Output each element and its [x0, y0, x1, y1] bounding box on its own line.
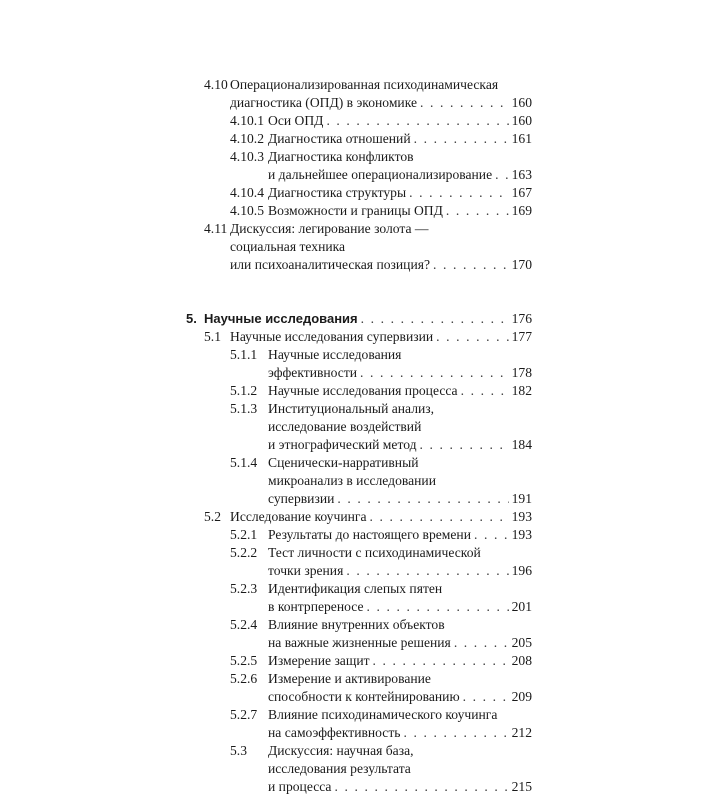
- toc-page-number: 167: [511, 185, 532, 200]
- toc-entry-title: или психоаналитическая позиция?: [230, 257, 431, 272]
- dot-leader: [454, 634, 509, 652]
- toc-page-number: 170: [511, 257, 532, 272]
- toc-page-number: 177: [511, 329, 532, 344]
- dot-leader: [433, 256, 509, 274]
- dot-leader: [461, 382, 509, 400]
- toc-page-number: 169: [511, 203, 532, 218]
- toc-page-number: 205: [511, 635, 532, 650]
- toc-page-number: 178: [511, 365, 532, 380]
- toc-entry[interactable]: [230, 94, 532, 112]
- toc-entry-title: Научные исследования процесса: [268, 383, 458, 398]
- toc-entry-number: 5.2.7: [230, 707, 258, 722]
- toc-entry-title: Диагностика отношений: [268, 131, 411, 146]
- toc-entry-title: Сценически-нарративный: [268, 455, 419, 470]
- dot-leader: [369, 508, 508, 526]
- toc-entry-number: 5.3: [230, 743, 247, 758]
- toc-entry-title: Институциональный анализ,: [268, 401, 435, 416]
- toc-entry-number: 5.1.4: [230, 455, 258, 470]
- toc-entry-line[interactable]: [268, 670, 532, 688]
- toc-entry-number: 4.10.1: [230, 113, 264, 128]
- toc-entry-title: Влияние психодинамического коучинга: [268, 707, 498, 722]
- toc-entry-title: Научные исследования: [268, 347, 402, 362]
- toc-entry-title: исследование воздействий: [268, 419, 422, 434]
- toc-entry-line[interactable]: [268, 148, 532, 166]
- toc-entry-line[interactable]: [268, 616, 532, 634]
- toc-entry-number: 4.11: [204, 221, 228, 236]
- toc-page-number: 176: [511, 311, 532, 326]
- dot-leader: [403, 724, 508, 742]
- toc-entry-title: Научные исследования: [204, 311, 358, 326]
- toc-page-number: 193: [511, 527, 532, 542]
- toc-page-number: 182: [511, 383, 532, 398]
- dot-leader: [446, 202, 509, 220]
- toc-entry[interactable]: [268, 130, 532, 148]
- toc-entry[interactable]: [230, 328, 532, 346]
- toc-page-number: 184: [511, 437, 532, 452]
- toc-entry-number: 4.10.5: [230, 203, 264, 218]
- toc-entry-title: Диагностика конфликтов: [268, 149, 414, 164]
- dot-leader: [474, 526, 509, 544]
- toc-entry-title: и дальнейшее операционализирование: [268, 167, 493, 182]
- toc-page-number: 196: [511, 563, 532, 578]
- toc-entry-title: Операционализированная психодинамическая: [230, 77, 499, 92]
- toc-entry-line[interactable]: [268, 454, 532, 472]
- toc-page-number: 215: [511, 779, 532, 794]
- toc-entry-title: эффективности: [268, 365, 358, 380]
- toc-entry[interactable]: [268, 526, 532, 544]
- toc-entry-title: точки зрения: [268, 563, 344, 578]
- toc-entry[interactable]: [268, 778, 532, 796]
- toc-entry-title: на самоэффективность: [268, 725, 401, 740]
- toc-entry[interactable]: [268, 436, 532, 454]
- toc-entry-line[interactable]: [230, 220, 532, 238]
- toc-page-number: 163: [511, 167, 532, 182]
- toc-entry[interactable]: [268, 688, 532, 706]
- toc-entry-number: 5.2.5: [230, 653, 258, 668]
- toc-entry-number: 4.10.3: [230, 149, 264, 164]
- toc-entry-line[interactable]: [268, 760, 532, 778]
- toc-entry[interactable]: [268, 724, 532, 742]
- toc-entry-title: способности к контейнированию: [268, 689, 460, 704]
- toc-entry-line[interactable]: [230, 76, 532, 94]
- toc-entry-line[interactable]: [268, 472, 532, 490]
- toc-entry-title: исследования результата: [268, 761, 411, 776]
- toc-entry-title: Влияние внутренних объектов: [268, 617, 445, 632]
- dot-leader: [420, 94, 509, 112]
- toc-page-number: 160: [511, 95, 532, 110]
- toc-entry-number: 5.2.4: [230, 617, 258, 632]
- toc-entry-line[interactable]: [268, 544, 532, 562]
- toc-entry[interactable]: [268, 598, 532, 616]
- toc-entry[interactable]: [268, 112, 532, 130]
- toc-entry-number: 5.1.1: [230, 347, 258, 362]
- toc-entry-title: микроанализ в исследовании: [268, 473, 436, 488]
- dot-leader: [361, 310, 509, 328]
- dot-leader: [373, 652, 509, 670]
- toc-entry-line[interactable]: [268, 400, 532, 418]
- toc-page-number: 209: [511, 689, 532, 704]
- toc-entry-title: Дискуссия: научная база,: [268, 743, 414, 758]
- toc-entry-title: Оси ОПД: [268, 113, 324, 128]
- toc-entry-line[interactable]: [230, 238, 532, 256]
- toc-entry-number: 4.10.4: [230, 185, 264, 200]
- toc-entry-number: 5.1: [204, 329, 221, 344]
- toc-entry[interactable]: [268, 184, 532, 202]
- toc-page-number: 212: [511, 725, 532, 740]
- dot-leader: [463, 688, 509, 706]
- dot-leader: [367, 598, 509, 616]
- toc-entry[interactable]: [268, 490, 532, 508]
- toc-entry-title: Исследование коучинга: [230, 509, 367, 524]
- toc-entry-line[interactable]: [268, 346, 532, 364]
- toc-page-number: 161: [511, 131, 532, 146]
- dot-leader: [337, 490, 508, 508]
- toc-page-number: 193: [511, 509, 532, 524]
- dot-leader: [346, 562, 508, 580]
- toc-entry-title: социальная техника: [230, 239, 346, 254]
- toc-entry-line[interactable]: [268, 706, 532, 724]
- toc-entry-title: Диагностика структуры: [268, 185, 407, 200]
- toc-entry-number: 5.1.3: [230, 401, 258, 416]
- toc-entry-number: 5.2: [204, 509, 221, 524]
- toc-entry[interactable]: [268, 652, 532, 670]
- dot-leader: [409, 184, 508, 202]
- toc-entry-title: Дискуссия: легирование золота —: [230, 221, 429, 236]
- toc-entry-title: и этнографический метод: [268, 437, 417, 452]
- toc-entry[interactable]: [230, 508, 532, 526]
- toc-entry-title: Измерение защит: [268, 653, 370, 668]
- toc-entry[interactable]: [268, 634, 532, 652]
- toc-entry-title: Тест личности с психодинамической: [268, 545, 481, 560]
- toc-entry-title: Идентификация слепых пятен: [268, 581, 443, 596]
- toc-page-number: 208: [511, 653, 532, 668]
- toc-page-number: 160: [511, 113, 532, 128]
- toc-entry[interactable]: [268, 166, 532, 184]
- toc-entry-line[interactable]: [268, 580, 532, 598]
- dot-leader: [360, 364, 509, 382]
- toc-entry-number: 5.: [186, 311, 197, 326]
- toc-entry-number: 5.2.2: [230, 545, 258, 560]
- toc-entry-title: диагностика (ОПД) в экономике: [230, 95, 417, 110]
- dot-leader: [414, 130, 509, 148]
- toc-page-number: 201: [511, 599, 532, 614]
- dot-leader: [420, 436, 509, 454]
- toc-entry-title: в контрпереносе: [268, 599, 364, 614]
- toc-entry[interactable]: [268, 202, 532, 220]
- toc-entry-title: Научные исследования супервизии: [230, 329, 434, 344]
- toc-entry-title: Результаты до настоящего времени: [268, 527, 471, 542]
- toc-entry-title: на важные жизненные решения: [268, 635, 451, 650]
- toc-entry[interactable]: [268, 364, 532, 382]
- dot-leader: [334, 778, 508, 796]
- toc-entry-number: 5.2.1: [230, 527, 258, 542]
- toc-entry[interactable]: [268, 562, 532, 580]
- toc-entry-title: Возможности и границы ОПД: [268, 203, 443, 218]
- toc-entry[interactable]: [230, 256, 532, 274]
- dot-leader: [326, 112, 508, 130]
- toc-entry-title: супервизии: [268, 491, 335, 506]
- toc-entry[interactable]: [204, 310, 532, 328]
- dot-leader: [436, 328, 508, 346]
- toc-entry-number: 4.10.2: [230, 131, 264, 146]
- toc-entry-number: 5.2.6: [230, 671, 258, 686]
- toc-entry-title: и процесса: [268, 779, 332, 794]
- toc-entry-title: Измерение и активирование: [268, 671, 431, 686]
- toc-entry-number: 5.2.3: [230, 581, 258, 596]
- toc-entry-line[interactable]: [268, 742, 532, 760]
- toc-entry-number: 5.1.2: [230, 383, 258, 398]
- toc-entry-number: 4.10: [204, 77, 228, 92]
- toc-entry-line[interactable]: [268, 418, 532, 436]
- dot-leader: [495, 166, 509, 184]
- toc-entry[interactable]: [268, 382, 532, 400]
- toc-page-number: 191: [511, 491, 532, 506]
